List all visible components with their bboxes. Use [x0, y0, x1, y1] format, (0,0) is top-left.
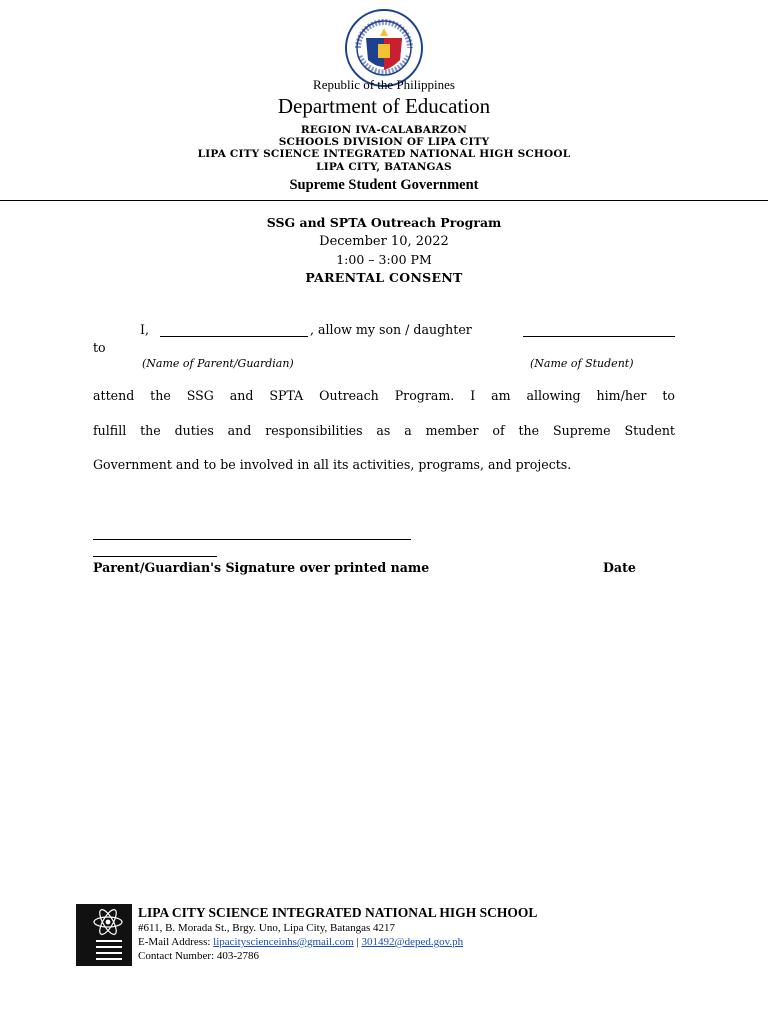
signature-line[interactable] [93, 539, 411, 540]
body-line-1: attend the SSG and SPTA Outreach Program. I am allowing him/her to [93, 388, 675, 403]
city-heading: LIPA CITY, BATANGAS [316, 161, 452, 173]
footer-email-separator: | [356, 936, 359, 948]
event-title: SSG and SPTA Outreach Program [266, 215, 502, 230]
consent-prefix: I, [140, 322, 149, 337]
date-line[interactable] [93, 556, 217, 557]
body-line-3: Government and to be involved in all its activities, programs, and projects. [93, 457, 572, 472]
footer-email-label: E-Mail Address: [138, 936, 211, 948]
school-logo [70, 904, 132, 972]
footer-contact: Contact Number: 403-2786 [138, 950, 259, 962]
consent-to: to [93, 340, 106, 355]
form-title: PARENTAL CONSENT [305, 270, 463, 285]
republic-heading: Republic of the Philippines [313, 77, 455, 92]
division-heading: SCHOOLS DIVISION OF LIPA CITY [278, 136, 490, 148]
region-heading: REGION IVA-CALABARZON [300, 124, 468, 136]
school-heading: LIPA CITY SCIENCE INTEGRATED NATIONAL HIGH SCHOOL [197, 148, 571, 160]
parent-name-label: (Name of Parent/Guardian) [142, 357, 294, 370]
student-name-blank[interactable] [523, 336, 675, 337]
header-divider [0, 200, 768, 201]
deped-seal-logo [344, 8, 424, 88]
body-line-2: fulfill the duties and responsibilities as a member of the Supreme Student [93, 423, 675, 438]
footer-email-link-1[interactable]: lipacityscienceinhs@gmail.com [213, 936, 354, 948]
footer-address: #611, B. Morada St., Brgy. Uno, Lipa City, Batangas 4217 [138, 922, 396, 934]
department-heading: Department of Education [277, 94, 491, 118]
student-name-label: (Name of Student) [530, 357, 634, 370]
org-heading: Supreme Student Government [289, 177, 479, 193]
footer-email-link-2[interactable]: 301492@deped.gov.ph [361, 936, 464, 948]
parent-name-blank[interactable] [160, 336, 308, 337]
signature-label: Parent/Guardian's Signature over printed name [93, 560, 430, 575]
date-label: Date [603, 560, 636, 575]
event-time: 1:00 – 3:00 PM [336, 252, 432, 267]
event-date: December 10, 2022 [319, 234, 449, 249]
consent-middle: , allow my son / daughter [310, 322, 472, 337]
footer-email-row [138, 936, 463, 948]
footer-school-name: LIPA CITY SCIENCE INTEGRATED NATIONAL HIGH SCHOOL [138, 905, 538, 920]
